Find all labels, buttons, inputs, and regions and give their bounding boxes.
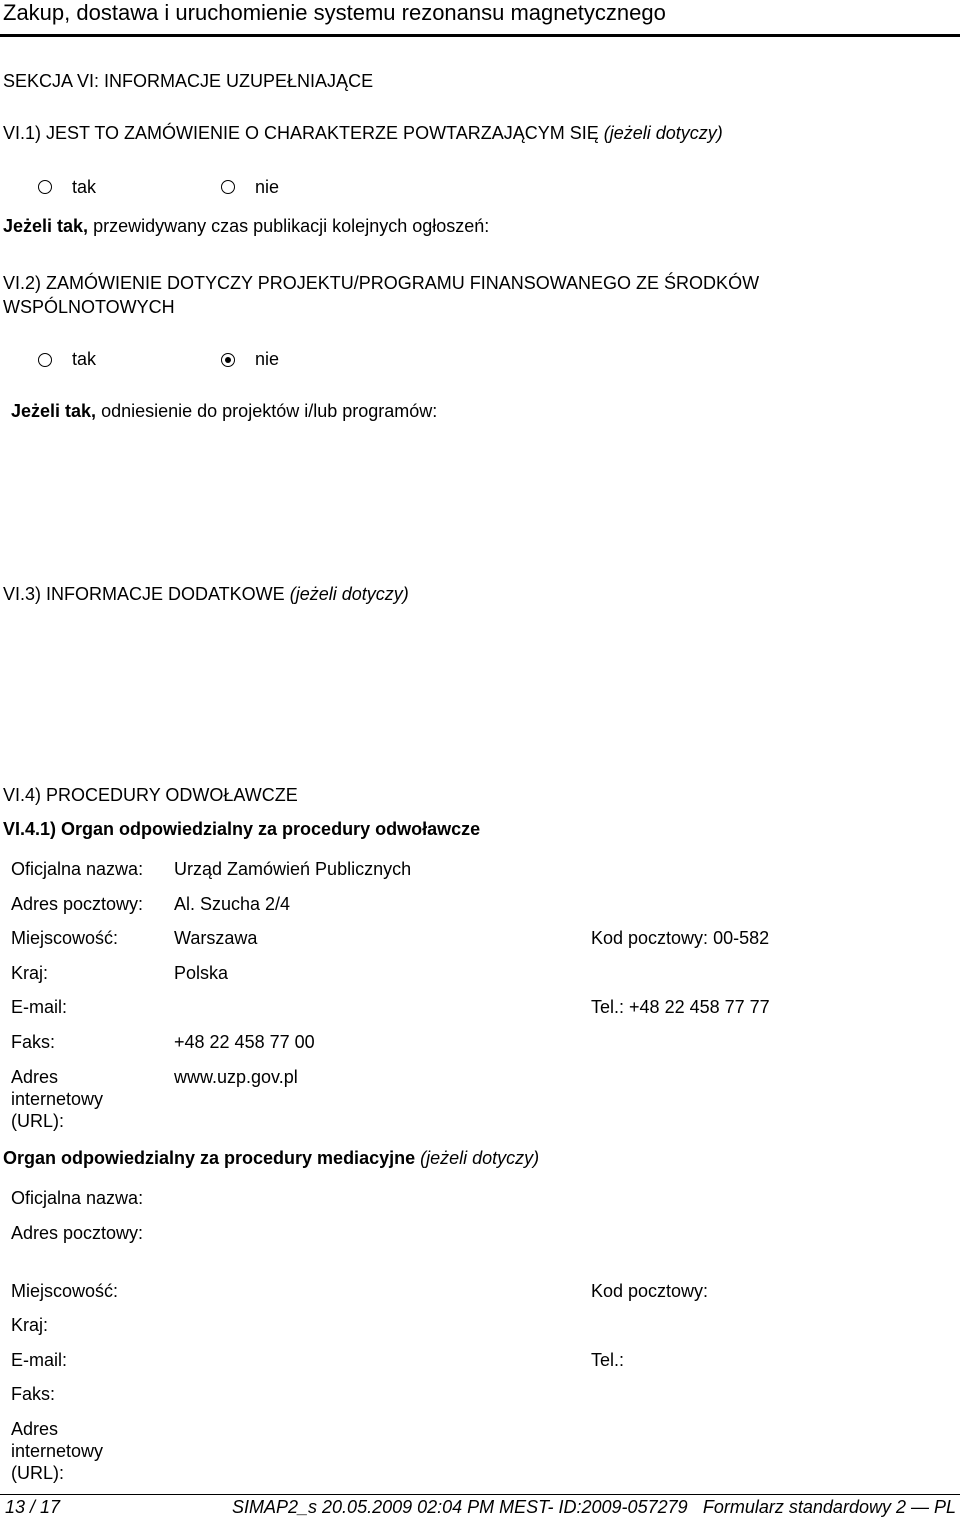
vi4-1-heading: VI.4.1) Organ odpowiedzialny za procedury odwoławcze bbox=[3, 819, 481, 839]
appeal-tel-label: Tel.: bbox=[591, 997, 625, 1017]
vi1-option-yes-label: tak bbox=[72, 177, 97, 197]
vi2-option-no-label: nie bbox=[255, 349, 280, 369]
section-title: SEKCJA VI: INFORMACJE UZUPEŁNIAJĄCE bbox=[3, 71, 374, 91]
appeal-official-name-value: Urząd Zamówień Publicznych bbox=[174, 859, 412, 879]
appeal-postal-code-label: Kod pocztowy: bbox=[591, 928, 709, 948]
vi1-radio-yes[interactable] bbox=[38, 180, 52, 194]
document-title: Zakup, dostawa i uruchomienie systemu rezonansu magnetycznego bbox=[3, 0, 666, 25]
footer-page-number: 13 / 17 bbox=[5, 1497, 61, 1517]
appeal-town-label: Miejscowość: bbox=[11, 928, 119, 948]
appeal-town-value: Warszawa bbox=[174, 928, 258, 948]
footer-reference: SIMAP2_s 20.05.2009 02:04 PM MEST- ID:2009-057279 bbox=[232, 1497, 688, 1517]
vi1-followup-text: przewidywany czas publikacji kolejnych ogłoszeń: bbox=[93, 216, 490, 236]
appeal-postal-code-value: 00-582 bbox=[713, 928, 770, 948]
footer-form-name: Formularz standardowy 2 — PL bbox=[702, 1497, 956, 1517]
mediation-heading-text: Organ odpowiedzialny za procedury mediacyjne bbox=[3, 1148, 416, 1168]
vi1-followup-bold: Jeżeli tak, bbox=[3, 216, 89, 236]
vi1-heading-text: VI.1) JEST TO ZAMÓWIENIE O CHARAKTERZE POWTARZAJĄCYM SIĘ bbox=[3, 123, 599, 143]
mediation-fax-label: Faks: bbox=[11, 1384, 56, 1404]
vi2-followup bbox=[11, 400, 437, 422]
appeal-url-label: Adres internetowy (URL): bbox=[11, 1067, 104, 1131]
mediation-tel-label: Tel.: bbox=[591, 1350, 625, 1370]
vi2-heading-line1: VI.2) ZAMÓWIENIE DOTYCZY PROJEKTU/PROGRAMU FINANSOWANEGO ZE ŚRODKÓW bbox=[3, 273, 760, 293]
vi2-radio-yes[interactable] bbox=[38, 353, 52, 367]
appeal-fax-label: Faks: bbox=[11, 1032, 56, 1052]
vi4-heading: VI.4) PROCEDURY ODWOŁAWCZE bbox=[3, 785, 298, 805]
mediation-postal-code-label: Kod pocztowy: bbox=[591, 1281, 709, 1301]
appeal-tel-value: +48 22 458 77 77 bbox=[629, 997, 770, 1017]
appeal-postal-address-label: Adres pocztowy: bbox=[11, 894, 144, 914]
mediation-heading bbox=[3, 1147, 539, 1169]
vi2-followup-bold: Jeżeli tak, bbox=[11, 401, 97, 421]
vi1-radio-no[interactable] bbox=[221, 180, 235, 194]
footer-divider bbox=[0, 1494, 960, 1495]
mediation-town-label: Miejscowość: bbox=[11, 1281, 119, 1301]
vi2-heading-line2: WSPÓLNOTOWYCH bbox=[3, 297, 175, 317]
vi2-option-yes-label: tak bbox=[72, 349, 97, 369]
vi3-heading-note: (jeżeli dotyczy) bbox=[289, 584, 409, 604]
appeal-official-name-label: Oficjalna nazwa: bbox=[11, 859, 144, 879]
appeal-tel bbox=[591, 996, 770, 1018]
vi1-heading bbox=[3, 122, 723, 144]
mediation-email-label: E-mail: bbox=[11, 1350, 68, 1370]
mediation-official-name-label: Oficjalna nazwa: bbox=[11, 1188, 144, 1208]
vi1-heading-note: (jeżeli dotyczy) bbox=[603, 123, 723, 143]
mediation-url-label: Adres internetowy (URL): bbox=[11, 1419, 104, 1483]
mediation-postal-address-label: Adres pocztowy: bbox=[11, 1223, 144, 1243]
appeal-fax-value: +48 22 458 77 00 bbox=[174, 1032, 315, 1052]
vi3-heading-text: VI.3) INFORMACJE DODATKOWE bbox=[3, 584, 285, 604]
mediation-country-label: Kraj: bbox=[11, 1315, 49, 1335]
mediation-heading-note: (jeżeli dotyczy) bbox=[420, 1148, 540, 1168]
vi1-followup bbox=[3, 215, 489, 237]
appeal-email-label: E-mail: bbox=[11, 997, 68, 1017]
appeal-url-value[interactable]: www.uzp.gov.pl bbox=[174, 1067, 298, 1087]
title-divider bbox=[0, 34, 960, 37]
vi2-radio-no[interactable] bbox=[221, 353, 235, 367]
appeal-country-label: Kraj: bbox=[11, 963, 49, 983]
vi2-followup-text: odniesienie do projektów i/lub programów: bbox=[101, 401, 438, 421]
appeal-country-value: Polska bbox=[174, 963, 229, 983]
vi3-heading bbox=[3, 583, 409, 605]
vi1-option-no-label: nie bbox=[255, 177, 280, 197]
appeal-postal-address-value: Al. Szucha 2/4 bbox=[174, 894, 291, 914]
appeal-postal-code bbox=[591, 927, 769, 949]
